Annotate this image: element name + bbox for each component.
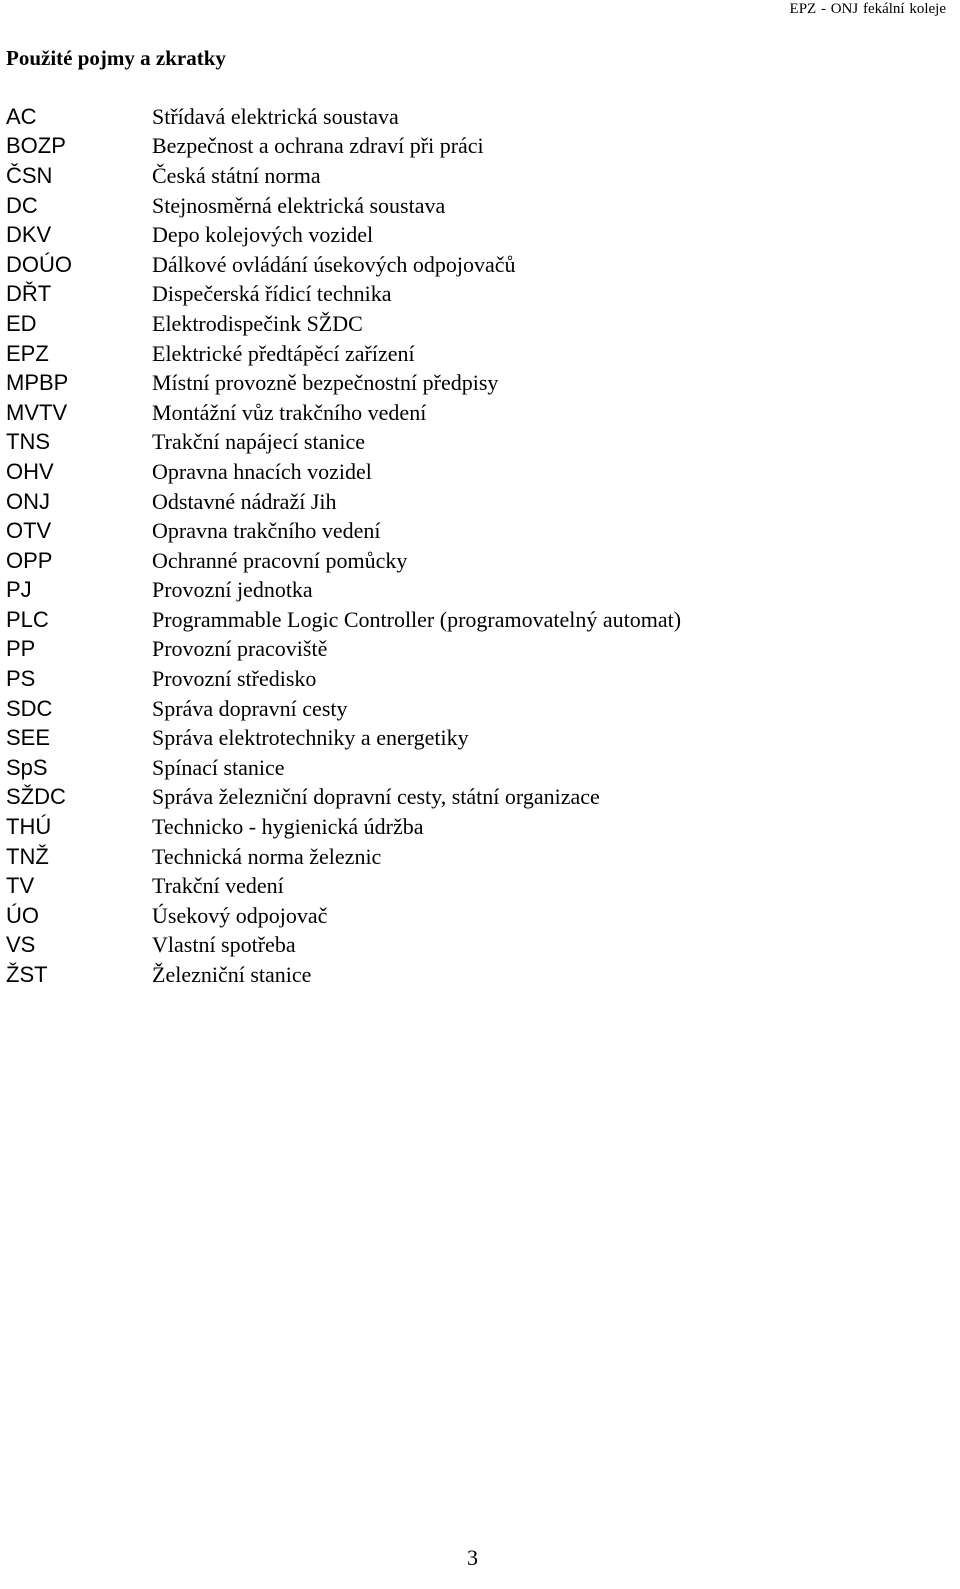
abbreviation-meaning: Programmable Logic Controller (programovatelný automat) bbox=[152, 606, 682, 632]
abbreviation-code: TNŽ bbox=[6, 843, 49, 869]
abbreviation-code: OTV bbox=[6, 518, 52, 544]
abbreviation-row bbox=[6, 931, 681, 961]
abbreviation-row bbox=[6, 368, 681, 398]
abbreviation-row bbox=[6, 723, 681, 753]
page-number: 3 bbox=[467, 1545, 478, 1570]
abbreviation-row bbox=[6, 516, 681, 546]
abbreviation-code: PP bbox=[6, 636, 36, 662]
abbreviation-row bbox=[6, 546, 681, 576]
abbreviation-code: OHV bbox=[6, 458, 54, 484]
abbreviation-row bbox=[6, 812, 681, 842]
section-title: Použité pojmy a zkratky bbox=[6, 46, 226, 70]
abbreviation-meaning: Místní provozně bezpečnostní předpisy bbox=[152, 370, 499, 396]
abbreviation-meaning: Technická norma železnic bbox=[152, 843, 382, 869]
abbreviation-row bbox=[6, 842, 681, 872]
abbreviation-row bbox=[6, 753, 681, 783]
abbreviation-row bbox=[6, 457, 681, 487]
abbreviation-row bbox=[6, 783, 681, 813]
abbreviation-code: PJ bbox=[6, 577, 32, 603]
abbreviation-code: DŘT bbox=[6, 281, 52, 307]
abbreviation-row bbox=[6, 664, 681, 694]
abbreviation-row bbox=[6, 161, 681, 191]
abbreviation-meaning: Opravna hnacích vozidel bbox=[152, 458, 372, 484]
abbreviation-code: SDC bbox=[6, 695, 53, 721]
abbreviation-row bbox=[6, 220, 681, 250]
abbreviation-code: ONJ bbox=[6, 488, 50, 514]
abbreviation-row bbox=[6, 960, 681, 990]
abbreviation-row bbox=[6, 487, 681, 517]
abbreviation-code: SŽDC bbox=[6, 784, 66, 810]
abbreviation-meaning: Depo kolejových vozidel bbox=[152, 222, 374, 248]
abbreviation-code: THÚ bbox=[6, 814, 52, 840]
abbreviation-meaning: Správa elektrotechniky a energetiky bbox=[152, 725, 469, 751]
abbreviation-code: TV bbox=[6, 873, 35, 899]
abbreviation-code: DC bbox=[6, 192, 38, 218]
abbreviation-row bbox=[6, 250, 681, 280]
abbreviation-row bbox=[6, 635, 681, 665]
abbreviation-row bbox=[6, 576, 681, 606]
abbreviation-meaning: Montážní vůz trakčního vedení bbox=[152, 399, 427, 425]
abbreviation-code: BOZP bbox=[6, 133, 66, 159]
abbreviation-meaning: Ochranné pracovní pomůcky bbox=[152, 547, 408, 573]
abbreviation-meaning: Technicko - hygienická údržba bbox=[152, 814, 424, 840]
abbreviation-meaning: Trakční vedení bbox=[152, 873, 284, 899]
abbreviation-meaning: Stejnosměrná elektrická soustava bbox=[152, 192, 446, 218]
abbreviation-code: DKV bbox=[6, 222, 52, 248]
running-header: EPZ - ONJ fekální koleje bbox=[789, 1, 946, 17]
abbreviation-code: TNS bbox=[6, 429, 50, 455]
abbreviation-meaning: Úsekový odpojovač bbox=[152, 902, 328, 928]
abbreviation-meaning: Dispečerská řídicí technika bbox=[152, 281, 392, 307]
abbreviation-meaning: Elektrodispečink SŽDC bbox=[152, 310, 363, 336]
abbreviation-code: ÚO bbox=[6, 902, 39, 928]
abbreviation-meaning: Železniční stanice bbox=[152, 962, 312, 988]
abbreviation-code: ED bbox=[6, 310, 37, 336]
abbreviation-meaning: Vlastní spotřeba bbox=[152, 932, 296, 958]
abbreviation-meaning: Provozní středisko bbox=[152, 666, 317, 692]
abbreviation-meaning: Provozní pracoviště bbox=[152, 636, 328, 662]
abbreviation-meaning: Odstavné nádraží Jih bbox=[152, 488, 337, 514]
abbreviation-row bbox=[6, 339, 681, 369]
abbreviation-code: AC bbox=[6, 103, 37, 129]
abbreviation-meaning: Správa dopravní cesty bbox=[152, 695, 348, 721]
abbreviation-row bbox=[6, 428, 681, 458]
abbreviation-meaning: Česká státní norma bbox=[152, 162, 321, 188]
abbreviation-meaning: Střídavá elektrická soustava bbox=[152, 103, 399, 129]
abbreviation-row bbox=[6, 280, 681, 310]
abbreviation-list bbox=[6, 102, 681, 990]
abbreviation-row bbox=[6, 102, 681, 132]
abbreviation-code: SEE bbox=[6, 725, 51, 751]
abbreviation-code: EPZ bbox=[6, 340, 49, 366]
abbreviation-row bbox=[6, 901, 681, 931]
abbreviation-code: SpS bbox=[6, 754, 48, 780]
abbreviation-meaning: Provozní jednotka bbox=[152, 577, 313, 603]
abbreviation-row bbox=[6, 694, 681, 724]
abbreviation-code: OPP bbox=[6, 547, 53, 573]
abbreviation-code: VS bbox=[6, 932, 36, 958]
abbreviation-code: ČSN bbox=[6, 162, 53, 188]
abbreviation-meaning: Opravna trakčního vedení bbox=[152, 518, 381, 544]
abbreviation-code: ŽST bbox=[6, 962, 48, 988]
abbreviation-meaning: Bezpečnost a ochrana zdraví při práci bbox=[152, 133, 484, 159]
abbreviation-row bbox=[6, 871, 681, 901]
abbreviation-row bbox=[6, 132, 681, 162]
abbreviation-code: PS bbox=[6, 666, 36, 692]
abbreviation-meaning: Trakční napájecí stanice bbox=[152, 429, 365, 455]
abbreviation-row bbox=[6, 309, 681, 339]
abbreviation-row bbox=[6, 191, 681, 221]
abbreviation-meaning: Elektrické předtápěcí zařízení bbox=[152, 340, 415, 366]
abbreviation-row bbox=[6, 605, 681, 635]
abbreviation-code: MPBP bbox=[6, 370, 69, 396]
abbreviation-code: MVTV bbox=[6, 399, 68, 425]
abbreviation-row bbox=[6, 398, 681, 428]
abbreviation-code: PLC bbox=[6, 606, 49, 632]
abbreviation-code: DOÚO bbox=[6, 251, 72, 277]
abbreviation-meaning: Spínací stanice bbox=[152, 754, 285, 780]
abbreviation-meaning: Dálkové ovládání úsekových odpojovačů bbox=[152, 251, 516, 277]
abbreviation-meaning: Správa železniční dopravní cesty, státní organizace bbox=[152, 784, 600, 810]
